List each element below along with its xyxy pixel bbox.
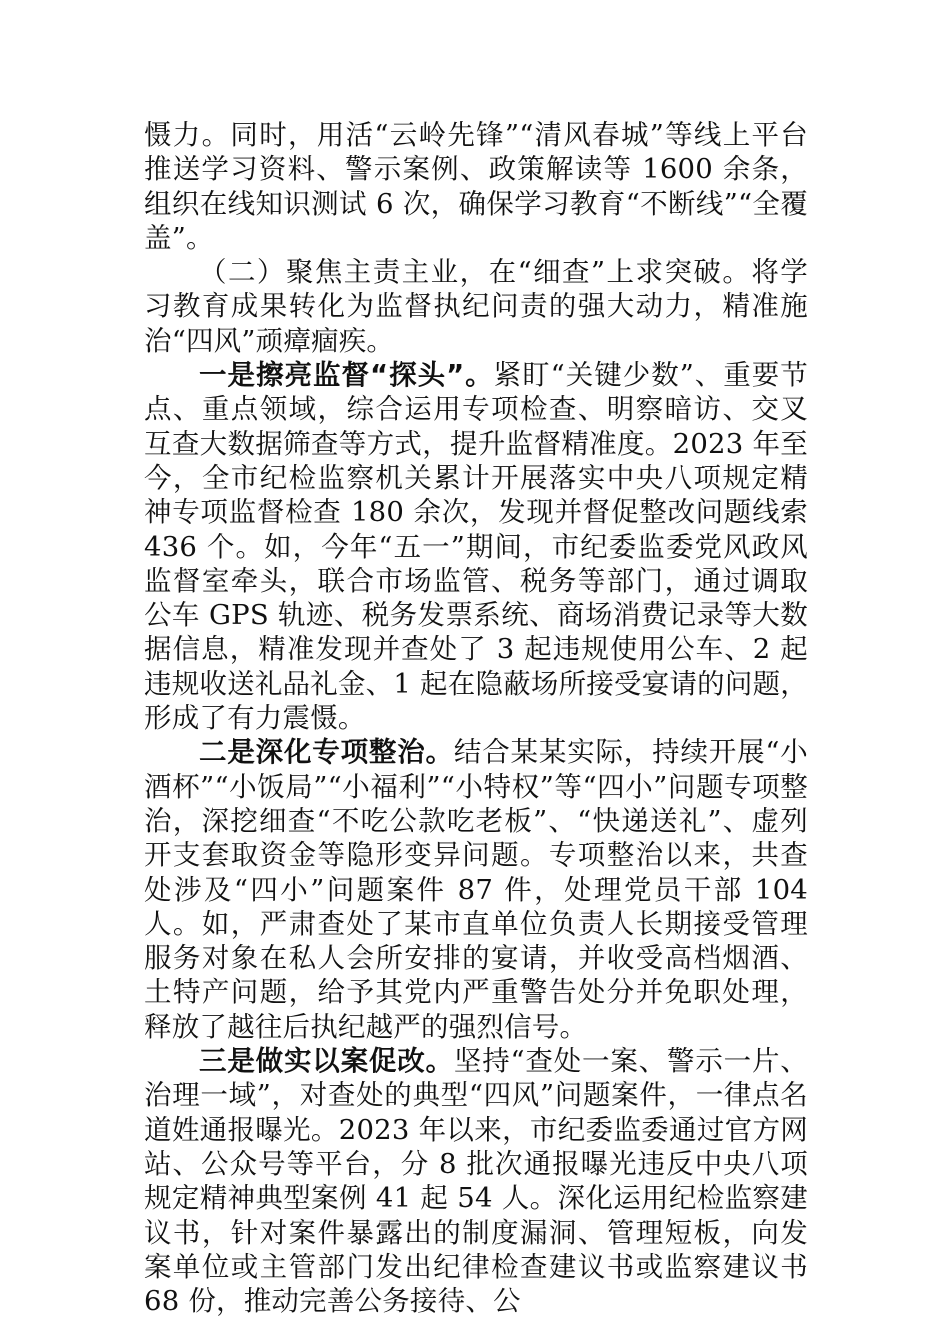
document-body (144, 118, 808, 1318)
paragraph-text: （二）聚焦主责主业，在“细查”上求突破。将学习教育成果转化为监督执纪问责的强大动力，精准施治“四风”顽瘴痼疾。 (144, 256, 808, 357)
paragraph-lead: 三是做实以案促改。 (199, 1045, 454, 1078)
paragraph-text: 紧盯“关键少数”、重要节点、重点领域，综合运用专项检查、明察暗访、交叉互查大数据筛查等方式，提升监督精准度。2023 年至今，全市纪检监察机关累计开展落实中央八项规定精神专项监督检查 180 余次，发现并督促整改问题线索 436 个。如，今年“五一”期间，市纪委监委党风政风监督室牵头，联合市场监管、税务等部门，通过调取公车 GPS 轨迹、税务发票系统、商场消费记录等大数据信息，精准发现并查处了 3 起违规使用公车、2 起违规收送礼品礼金、1 起在隐蔽场所接受宴请的问题，形成了有力震慑。 (144, 359, 808, 735)
paragraph-text: 慑力。同时，用活“云岭先锋”“清风春城”等线上平台推送学习资料、警示案例、政策解读等 1600 余条，组织在线知识测试 6 次，确保学习教育“不断线”“全覆盖”。 (144, 119, 808, 254)
paragraph-text: 结合某某实际，持续开展“小酒杯”“小饭局”“小福利”“小特权”等“四小”问题专项整治，深挖细查“不吃公款吃老板”、“快递送礼”、虚列开支套取资金等隐形变异问题。专项整治以来，共查处涉及“四小”问题案件 87 件，处理党员干部 104 人。如，严肃查处了某市直单位负责人长期接受管理服务对象在私人会所安排的宴请，并收受高档烟酒、土特产问题，给予其党内严重警告处分并免职处理，释放了越往后执纪越严的强烈信号。 (144, 736, 808, 1043)
paragraph-case-reform (144, 1044, 808, 1318)
paragraph-section-heading (144, 255, 808, 358)
paragraph-continuation (144, 118, 808, 255)
paragraph-special-rectification (144, 735, 808, 1044)
paragraph-lead: 一是擦亮监督“探头”。 (199, 359, 494, 392)
paragraph-supervision (144, 358, 808, 735)
paragraph-lead: 二是深化专项整治。 (199, 736, 454, 769)
paragraph-text: 坚持“查处一案、警示一片、治理一域”，对查处的典型“四风”问题案件，一律点名道姓通报曝光。2023 年以来，市纪委监委通过官方网站、公众号等平台，分 8 批次通报曝光违反中央八项规定精神典型案例 41 起 54 人。深化运用纪检监察建议书，针对案件暴露出的制度漏洞、管理短板，向发案单位或主管部门发出纪律检查建议书或监察建议书 68 份，推动完善公务接待、公 (144, 1045, 808, 1318)
